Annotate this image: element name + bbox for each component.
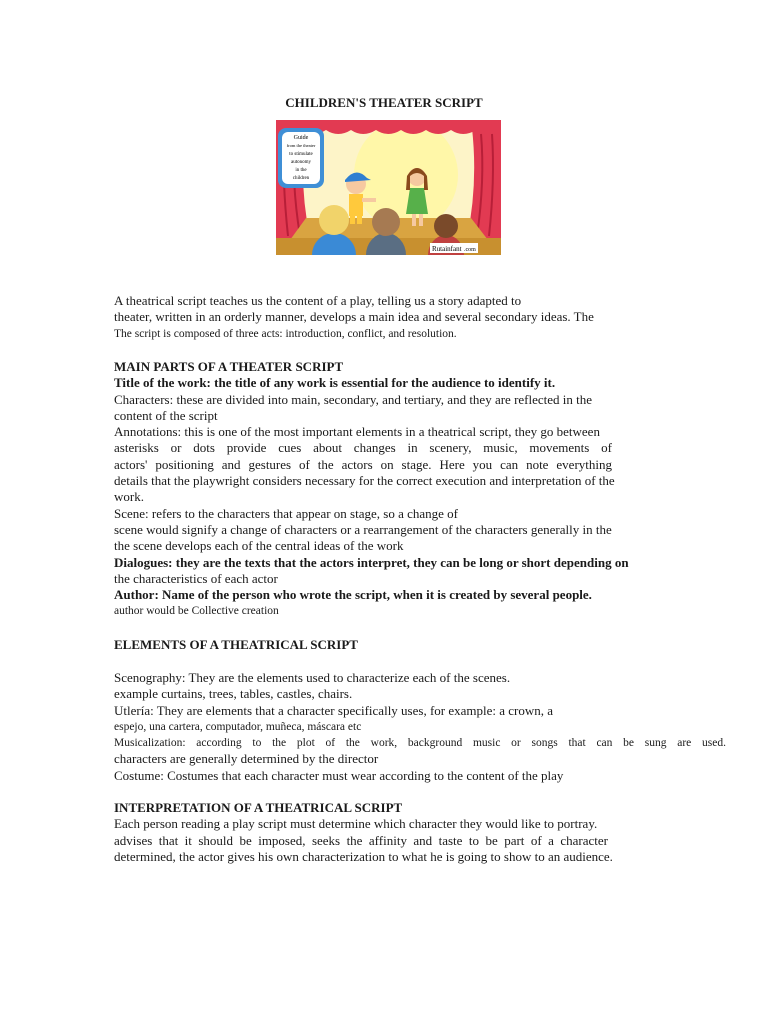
elements-section-heading-wrap bbox=[114, 637, 726, 653]
sign-line-4: in the bbox=[295, 168, 307, 173]
paragraph-line: Author: Name of the person who wrote the script, when it is created by several people. bbox=[114, 587, 592, 603]
paragraph-line: Each person reading a play script must determine which character they would like to portray. bbox=[114, 816, 598, 832]
spotlight bbox=[354, 120, 458, 230]
paragraph-line: characters are generally determined by the director bbox=[114, 751, 379, 767]
paragraph-line: content of the script bbox=[114, 407, 218, 423]
paragraph-line: author would be Collective creation bbox=[114, 605, 279, 618]
paragraph-line: work. bbox=[114, 489, 144, 505]
intro-paragraph bbox=[114, 293, 726, 342]
paragraph-line: Dialogues: they are the texts that the actors interpret, they can be long or short depending on bbox=[114, 554, 629, 570]
paragraph-line: asterisks or dots provide cues about changes in scenery, music, movements of bbox=[114, 440, 612, 456]
document-title: CHILDREN'S THEATER SCRIPT bbox=[285, 95, 483, 110]
paragraph-line: example curtains, trees, tables, castles, chairs. bbox=[114, 686, 353, 702]
paragraph-line: Utlería: They are elements that a character specifically uses, for example: a crown, a bbox=[114, 702, 554, 718]
paragraph-line: Musicalization: according to the plot of the work, background music or songs that can be sung are used. bbox=[114, 737, 726, 750]
paragraph-line: Title of the work: the title of any work is essential for the audience to identify it. bbox=[114, 375, 556, 391]
intro-line: A theatrical script teaches us the content of a play, telling us a story adapted to bbox=[114, 293, 522, 308]
paragraph-line: espejo, una cartera, computador, muñeca, máscara etc bbox=[114, 720, 362, 733]
paragraph-line: the scene develops each of the central ideas of the work bbox=[114, 538, 404, 554]
section-heading: INTERPRETATION OF A THEATRICAL SCRIPT bbox=[114, 800, 403, 815]
watermark-text: Rutainfant bbox=[432, 245, 462, 253]
paragraph-line: details that the playwright considers necessary for the correct execution and interpretation of the bbox=[114, 473, 615, 489]
section-heading: MAIN PARTS OF A THEATER SCRIPT bbox=[114, 359, 344, 374]
paragraph-line: determined, the actor gives his own characterization to what he is going to show to an audience. bbox=[114, 848, 613, 864]
sign-line-2: to stimulate bbox=[289, 152, 313, 157]
paragraph-line: advises that it should be imposed, seeks the affinity and taste to be part of a character bbox=[114, 832, 608, 848]
intro-line: The script is composed of three acts: introduction, conflict, and resolution. bbox=[114, 327, 457, 340]
info-sign bbox=[278, 128, 324, 188]
section-heading: ELEMENTS OF A THEATRICAL SCRIPT bbox=[114, 637, 358, 652]
paragraph-line: Costume: Costumes that each character must wear according to the content of the play bbox=[114, 767, 564, 783]
theater-illustration bbox=[276, 120, 501, 255]
paragraph-line: Scenography: They are the elements used to characterize each of the scenes. bbox=[114, 670, 511, 685]
sign-line-1: from the theater bbox=[286, 143, 316, 148]
intro-line: theater, written in an orderly manner, develops a main idea and several secondary ideas. The bbox=[114, 309, 594, 325]
paragraph-line: the characteristics of each actor bbox=[114, 570, 278, 586]
sign-line-0: Guide bbox=[293, 135, 309, 141]
interpretation-section bbox=[114, 800, 726, 865]
paragraph-line: scene would signify a change of characters or a rearrangement of the characters generally in the bbox=[114, 521, 612, 537]
paragraph-line: Characters: these are divided into main, secondary, and tertiary, and they are reflected in the bbox=[114, 391, 593, 407]
watermark-suffix: .com bbox=[464, 247, 476, 253]
sign-line-5: children bbox=[292, 176, 310, 181]
paragraph-line: Scene: refers to the characters that appear on stage, so a change of bbox=[114, 505, 458, 521]
paragraph-line: actors' positioning and gestures of the actors on stage. Here you can note everything bbox=[114, 456, 612, 472]
paragraph-line: Annotations: this is one of the most important elements in a theatrical script, they go between bbox=[114, 424, 600, 440]
main-parts-section bbox=[114, 359, 726, 620]
elements-section bbox=[114, 670, 726, 784]
sign-line-3: autonomy bbox=[291, 160, 311, 165]
